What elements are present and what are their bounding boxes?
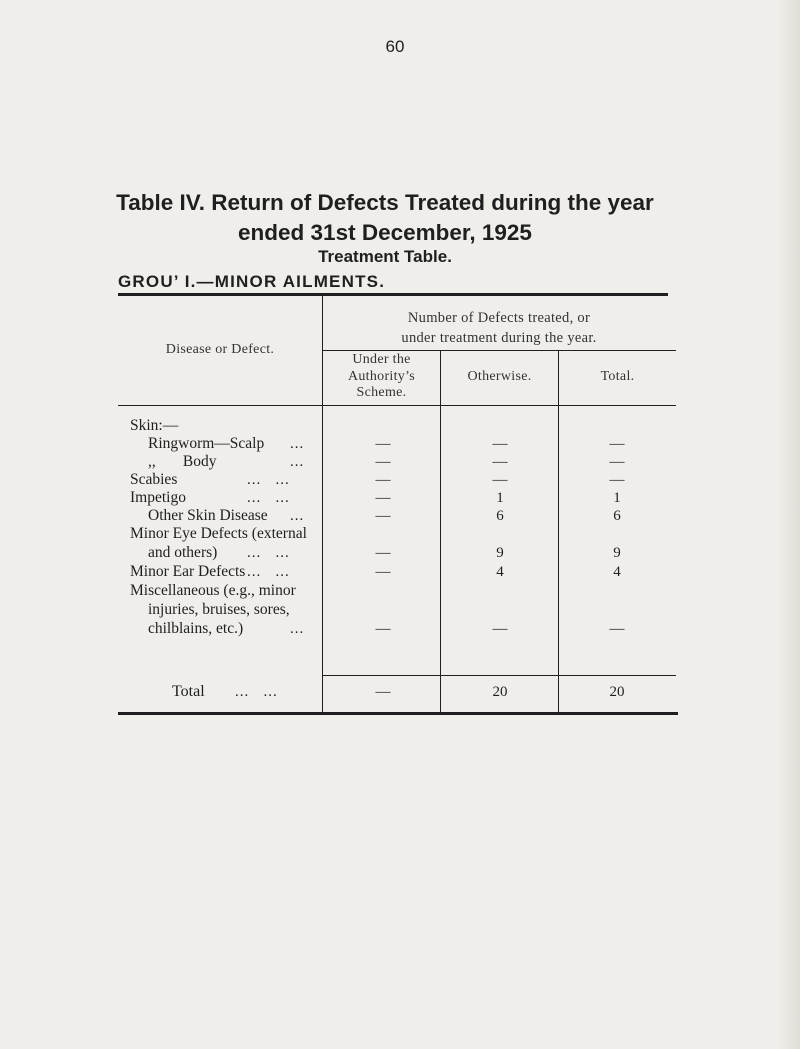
table-title xyxy=(0,188,770,248)
row-label-skin: Skin:— xyxy=(130,417,179,434)
row-label-miscellaneous-cont-1: injuries, bruises, sores, xyxy=(148,601,290,618)
cell-authority-minor-eye-defects: — xyxy=(375,545,391,561)
cell-otherwise-minor-eye-defects: 9 xyxy=(496,545,504,561)
header-otherwise: Otherwise. xyxy=(467,369,532,384)
row-label-minor-eye-defects: Minor Eye Defects (external xyxy=(130,525,307,542)
row-leader-minor-eye-defects: ... ... xyxy=(247,545,290,561)
header-number-group xyxy=(322,308,676,348)
cell-authority-impetigo: — xyxy=(375,490,391,506)
cell-total-scabies: — xyxy=(609,472,625,488)
header-number-group-line-2: under treatment during the year. xyxy=(401,330,597,346)
cell-total-minor-ear-defects: 4 xyxy=(613,564,621,580)
subtitle: Treatment Table. xyxy=(318,247,452,266)
title-line-2: ended 31st December, 1925 xyxy=(238,220,532,245)
row-label-other-skin-disease: Other Skin Disease xyxy=(148,507,268,524)
header-authority-line-1: Under the xyxy=(352,352,411,367)
cell-total-miscellaneous: — xyxy=(609,621,625,637)
row-label-miscellaneous-cont-2: chilblains, etc.) xyxy=(148,620,244,637)
cell-otherwise-impetigo: 1 xyxy=(496,490,504,506)
header-authority-line-2: Authority’s xyxy=(347,368,416,384)
cell-authority-scabies: — xyxy=(375,472,391,488)
cell-total-ringworm-scalp: — xyxy=(609,436,625,452)
row-label-miscellaneous: Miscellaneous (e.g., minor xyxy=(130,582,296,599)
cell-authority-ringworm-scalp: — xyxy=(375,436,391,452)
header-disease: Disease or Defect. xyxy=(165,342,275,357)
row-label-total: Total xyxy=(172,683,205,700)
cell-otherwise-other-skin-disease: 6 xyxy=(496,508,504,524)
group-label: GROU’ I.—MINOR AILMENTS. xyxy=(118,272,386,291)
header-total: Total. xyxy=(600,369,635,384)
cell-authority-total: — xyxy=(375,684,391,700)
header-bottom-rule xyxy=(118,405,676,406)
row-label-ringworm-body: ,, Body xyxy=(148,453,217,470)
title-line-1: Table IV. Return of Defects Treated during the year xyxy=(116,190,654,215)
row-leader-other-skin-disease: ... xyxy=(290,508,305,524)
row-label-minor-ear-defects: Minor Ear Defects xyxy=(130,563,246,580)
column-divider-3 xyxy=(558,350,559,713)
row-leader-miscellaneous: ... xyxy=(290,621,305,637)
page-number: 60 xyxy=(385,37,405,56)
total-top-rule xyxy=(323,675,676,676)
header-authority xyxy=(323,352,440,402)
row-leader-ringworm-scalp: ... xyxy=(290,436,305,452)
row-leader-minor-ear-defects: ... ... xyxy=(247,564,290,580)
table-bottom-rule xyxy=(118,712,678,715)
cell-otherwise-ringworm-body: — xyxy=(492,454,508,470)
cell-otherwise-ringworm-scalp: — xyxy=(492,436,508,452)
cell-total-other-skin-disease: 6 xyxy=(613,508,621,524)
cell-otherwise-minor-ear-defects: 4 xyxy=(496,564,504,580)
cell-otherwise-total: 20 xyxy=(492,684,508,700)
row-leader-impetigo: ... ... xyxy=(247,490,290,506)
column-divider-2 xyxy=(440,350,441,713)
row-leader-scabies: ... ... xyxy=(247,472,290,488)
cell-otherwise-miscellaneous: — xyxy=(492,621,508,637)
row-label-minor-eye-defects-cont: and others) xyxy=(148,544,218,561)
row-label-scabies: Scabies xyxy=(130,471,178,488)
cell-authority-miscellaneous: — xyxy=(375,621,391,637)
cell-authority-other-skin-disease: — xyxy=(375,508,391,524)
row-label-impetigo: Impetigo xyxy=(130,489,186,506)
page-edge-shadow xyxy=(778,0,800,1049)
cell-otherwise-scabies: — xyxy=(492,472,508,488)
cell-total-ringworm-body: — xyxy=(609,454,625,470)
row-label-ringworm-scalp: Ringworm—Scalp xyxy=(148,435,265,452)
header-authority-line-3: Scheme. xyxy=(356,385,407,400)
cell-authority-minor-ear-defects: — xyxy=(375,564,391,580)
cell-total-total: 20 xyxy=(609,684,625,700)
row-leader-ringworm-body: ... xyxy=(290,454,305,470)
cell-authority-ringworm-body: — xyxy=(375,454,391,470)
table-top-rule xyxy=(118,293,668,296)
cell-total-minor-eye-defects: 9 xyxy=(613,545,621,561)
header-number-group-line-1: Number of Defects treated, or xyxy=(407,310,591,326)
subheader-rule xyxy=(323,350,676,351)
cell-total-impetigo: 1 xyxy=(613,490,621,506)
row-leader-total: ... ... xyxy=(235,684,278,700)
